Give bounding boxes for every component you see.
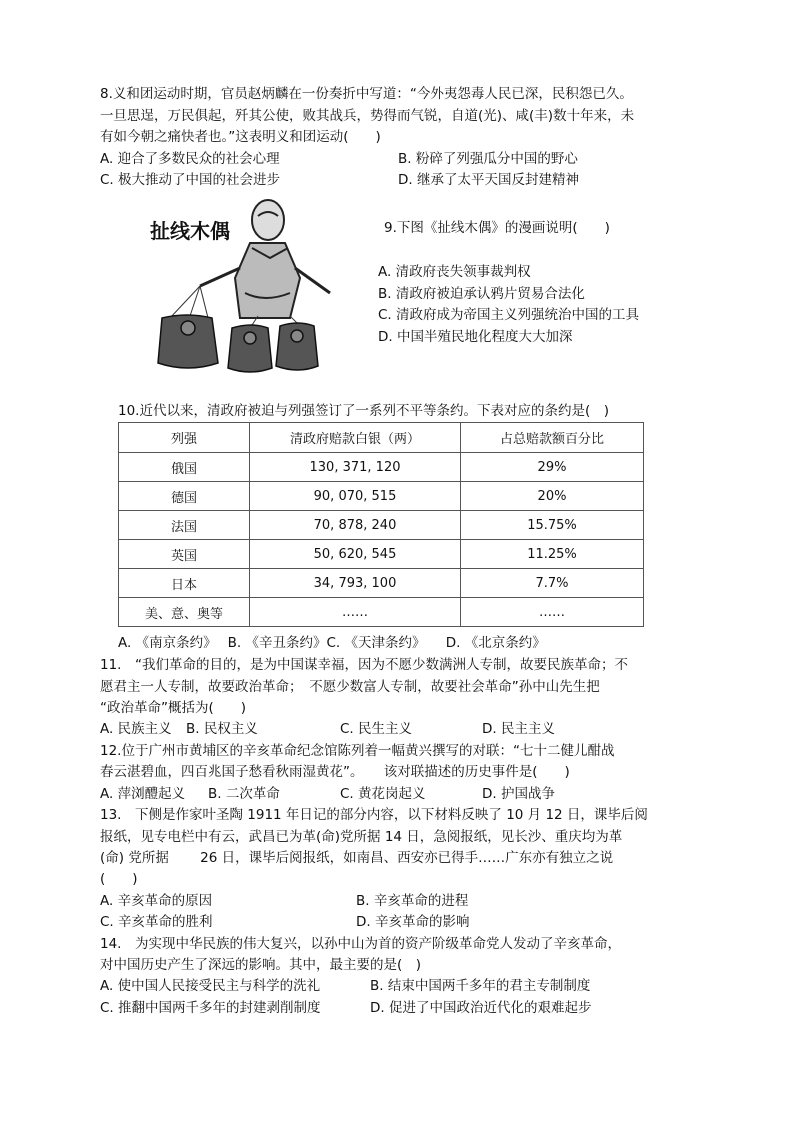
table-cell: 90, 070, 515 <box>250 482 461 511</box>
q13-line-2: 报纸，见专电栏中有云，武昌已为革(命)党所据 14 日，急阅报纸，见长沙、重庆均为革 <box>100 829 623 845</box>
table-cell: 7.7% <box>461 569 644 598</box>
table-header: 清政府赔款白银（两） <box>250 423 461 453</box>
q8-option-d: D. 继承了太平天国反封建精神 <box>398 172 579 188</box>
q14-option-a: A. 使中国人民接受民主与科学的洗礼 <box>100 978 321 994</box>
q8-line-2: 一旦思逞，万民俱起，歼其公使，败其战兵，势得而气锐，自道(光)、咸(丰)数十年来，未 <box>100 108 635 124</box>
table-row <box>119 482 644 511</box>
q13-line-4: ( ) <box>100 871 138 887</box>
table-header-row <box>119 423 644 453</box>
q9-option-c: C. 清政府成为帝国主义列强统治中国的工具 <box>378 307 640 323</box>
q12-line-1: 12.位于广州市黄埔区的辛亥革命纪念馆陈列着一幅黄兴撰写的对联：“七十二健儿酣战 <box>100 743 615 759</box>
puppet-master-figure <box>200 200 330 318</box>
cartoon-title: 扯线木偶 <box>150 219 230 243</box>
table-header: 占总赔款额百分比 <box>461 423 644 453</box>
q12-option-b: B. 二次革命 <box>208 786 280 802</box>
table-header: 列强 <box>119 423 250 453</box>
q9-option-a: A. 清政府丧失领事裁判权 <box>378 264 531 280</box>
q9-option-d: D. 中国半殖民地化程度大大加深 <box>378 329 573 345</box>
table-cell: 法国 <box>119 511 250 540</box>
q14-line-1: 14. 为实现中华民族的伟大复兴，以孙中山为首的资产阶级革命党人发动了辛亥革命， <box>100 936 621 952</box>
table-row <box>119 598 644 627</box>
q10-options: A. 《南京条约》 B. 《辛丑条约》C. 《天津条约》 D. 《北京条约》 <box>118 635 546 651</box>
table-cell: 130, 371, 120 <box>250 453 461 482</box>
puppet-figures <box>158 315 318 372</box>
q14-option-c: C. 推翻中国两千多年的封建剥削制度 <box>100 1000 321 1016</box>
q11-line-3: “政治革命”概括为( ) <box>100 700 247 716</box>
q14-line-2: 对中国历史产生了深远的影响。其中，最主要的是( ) <box>100 957 422 973</box>
table-cell: 15.75% <box>461 511 644 540</box>
q13-option-c: C. 辛亥革命的胜利 <box>100 914 213 930</box>
q11-line-1: 11. “我们革命的目的，是为中国谋幸福，因为不愿少数满洲人专制，故要民族革命；不 <box>100 657 628 673</box>
q14-option-d: D. 促进了中国政治近代化的艰难起步 <box>370 1000 592 1016</box>
q12-line-2: 春云湛碧血，四百兆国子愁看秋雨湿黄花”。 该对联描述的历史事件是( ) <box>100 764 570 780</box>
q14-option-b: B. 结束中国两千多年的君主专制制度 <box>370 978 591 994</box>
indemnity-table <box>118 422 644 627</box>
table-cell: …… <box>461 598 644 627</box>
table-cell: 英国 <box>119 540 250 569</box>
q13-line-1: 13. 下侧是作家叶圣陶 1911 年日记的部分内容，以下材料反映了 10 月 12 日，课毕后阅 <box>100 807 648 823</box>
q11-option-d: D. 民主主义 <box>482 721 555 737</box>
q8-option-b: B. 粉碎了列强瓜分中国的野心 <box>398 151 578 167</box>
table-cell: 11.25% <box>461 540 644 569</box>
table-cell: 德国 <box>119 482 250 511</box>
q8-option-a: A. 迎合了多数民众的社会心理 <box>100 151 280 167</box>
q11-option-a: A. 民族主义 <box>100 721 172 737</box>
q11-line-2: 愿君主一人专制，故要政治革命； 不愿少数富人专制，故要社会革命”孙中山先生把 <box>100 679 600 695</box>
table-row <box>119 569 644 598</box>
table-cell: 50, 620, 545 <box>250 540 461 569</box>
q9-stem: 9.下图《扯线木偶》的漫画说明( ) <box>384 220 610 236</box>
table-row <box>119 540 644 569</box>
table-cell: 美、意、奥等 <box>119 598 250 627</box>
q8-option-c: C. 极大推动了中国的社会进步 <box>100 172 281 188</box>
table-cell: 70, 878, 240 <box>250 511 461 540</box>
table-row <box>119 453 644 482</box>
table-row <box>119 511 644 540</box>
q13-option-b: B. 辛亥革命的进程 <box>356 893 469 909</box>
table-cell: 29% <box>461 453 644 482</box>
table-cell: 20% <box>461 482 644 511</box>
q13-option-a: A. 辛亥革命的原因 <box>100 893 213 909</box>
q8-line-1: 8.义和团运动时期，官员赵炳麟在一份奏折中写道：“今外夷怨毒人民已深，民积怨已久。 <box>100 86 633 102</box>
table-cell: …… <box>250 598 461 627</box>
q10-stem: 10.近代以来，清政府被迫与列强签订了一系列不平等条约。下表对应的条约是( ) <box>118 403 610 419</box>
q11-option-c: C. 民生主义 <box>340 721 413 737</box>
table-cell: 日本 <box>119 569 250 598</box>
q12-option-d: D. 护国战争 <box>482 786 555 802</box>
q8-line-3: 有如今朝之痛快者也。”这表明义和团运动( ) <box>100 129 381 145</box>
table-cell: 俄国 <box>119 453 250 482</box>
q13-line-3: (命) 党所据 26 日，课毕后阅报纸，如南昌、西安亦已得手……广东亦有独立之说 <box>100 850 614 866</box>
q9-option-b: B. 清政府被迫承认鸦片贸易合法化 <box>378 286 585 302</box>
q13-option-d: D. 辛亥革命的影响 <box>356 914 470 930</box>
q12-option-a: A. 萍浏醴起义 <box>100 786 186 802</box>
q11-option-b: B. 民权主义 <box>186 721 258 737</box>
q12-option-c: C. 黄花岗起义 <box>340 786 426 802</box>
table-cell: 34, 793, 100 <box>250 569 461 598</box>
puppet-cartoon-image <box>140 198 345 378</box>
